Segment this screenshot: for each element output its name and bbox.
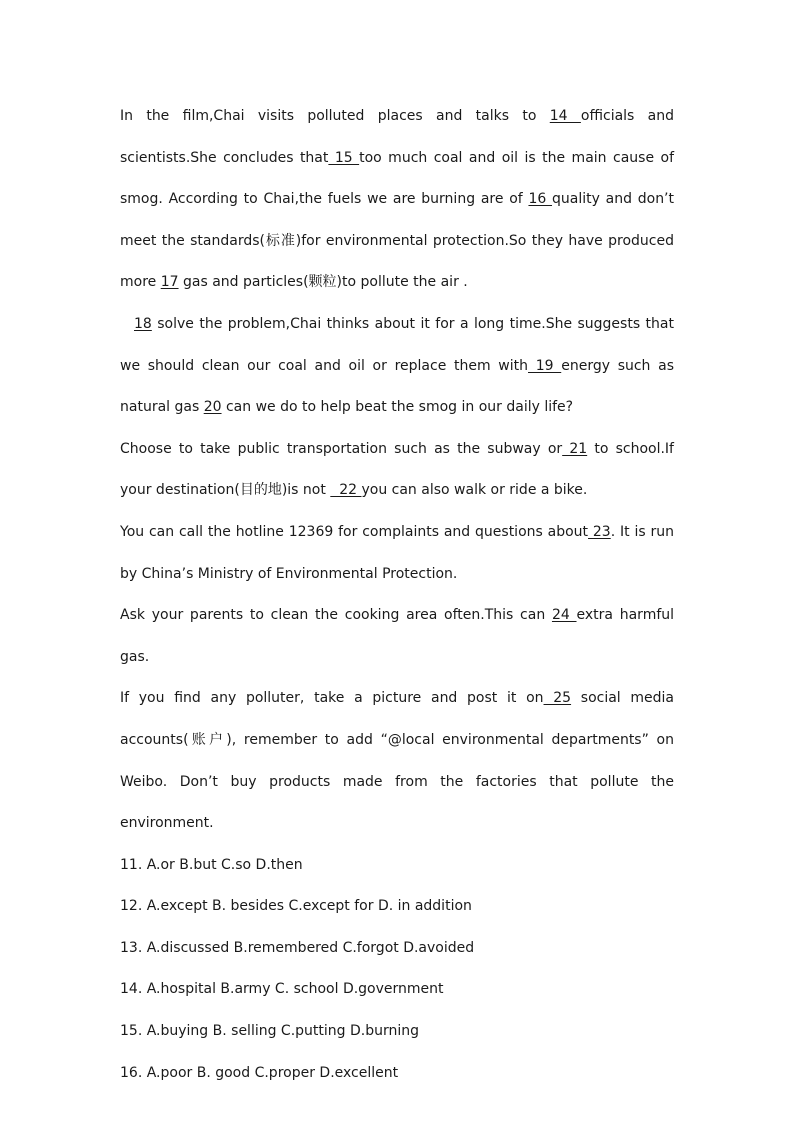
blank-number: 16 [528, 191, 553, 208]
options-list [120, 845, 674, 1095]
passage-text: energy such as natural gas [120, 357, 674, 416]
passage-paragraph [120, 304, 674, 429]
blank-number: 20 [203, 399, 222, 416]
passage-text: too much coal and oil is the main cause of smog. According to Chai,the fuels we are burning are of [120, 149, 674, 208]
passage-text: can we do to help beat the smog in our daily life? [221, 399, 574, 416]
question-option-line: 11. A.or B.but C.so D.then [120, 856, 303, 873]
passage-text: quality and don’t meet the standards(标准)for environmental protection.So they have produced more [120, 191, 675, 291]
document-page [120, 96, 674, 1094]
passage-text: you can also walk or ride a bike. [361, 482, 588, 499]
passage-text: Choose to take public transportation such as the subway or [120, 440, 563, 457]
passage [120, 96, 674, 845]
passage-paragraph [120, 595, 674, 678]
passage-text: Ask your parents to clean the cooking area often.This can [120, 607, 552, 624]
passage-text: extra harmful gas. [120, 607, 675, 665]
passage-text: You can call the hotline 12369 for complaints and questions about [120, 523, 589, 540]
passage-text: . It is run by China’s Ministry of Environmental Protection. [120, 523, 675, 582]
passage-text: to school.If your destination(目的地)is not [120, 440, 674, 499]
passage-paragraph [120, 678, 674, 844]
passage-text: gas and particles(颗粒)to pollute the air . [178, 274, 468, 291]
question-option-line: 14. A.hospital B.army C. school D.government [120, 981, 444, 998]
blank-number: 15 [328, 149, 360, 166]
blank-number: 22 [330, 482, 362, 499]
blank-number: 14 [549, 108, 581, 124]
question-option-line: 12. A.except B. besides C.except for D. in addition [120, 898, 472, 915]
blank-number: 23 [588, 523, 611, 540]
question-option-line: 16. A.poor B. good C.proper D.excellent [120, 1064, 399, 1081]
blank-number: 21 [562, 440, 588, 457]
blank-number: 19 [528, 357, 562, 374]
blank-number: 25 [543, 690, 572, 707]
blank-number: 24 [551, 607, 577, 624]
passage-text: In the film,Chai visits polluted places and talks to [120, 108, 550, 124]
passage-text: officials and scientists.She concludes that [120, 108, 675, 166]
passage-paragraph [120, 512, 674, 595]
passage-paragraph [120, 96, 674, 304]
passage-paragraph [120, 429, 674, 512]
question-option-line: 13. A.discussed B.remembered C.forgot D.avoided [120, 939, 475, 956]
passage-text: If you find any polluter, take a picture and post it on [120, 690, 544, 707]
question-option-line: 15. A.buying B. selling C.putting D.burning [120, 1023, 420, 1040]
passage-text: solve the problem,Chai thinks about it for a long time.She suggests that we should clean our coal and oil or replace them with [120, 315, 674, 374]
blank-number: 18 [134, 315, 152, 332]
blank-number: 17 [160, 274, 179, 291]
passage-text: social media accounts(账户), remember to add “@local environmental departments” on Weibo. Don’t buy products made from the factories that pollute the environment. [120, 690, 675, 832]
